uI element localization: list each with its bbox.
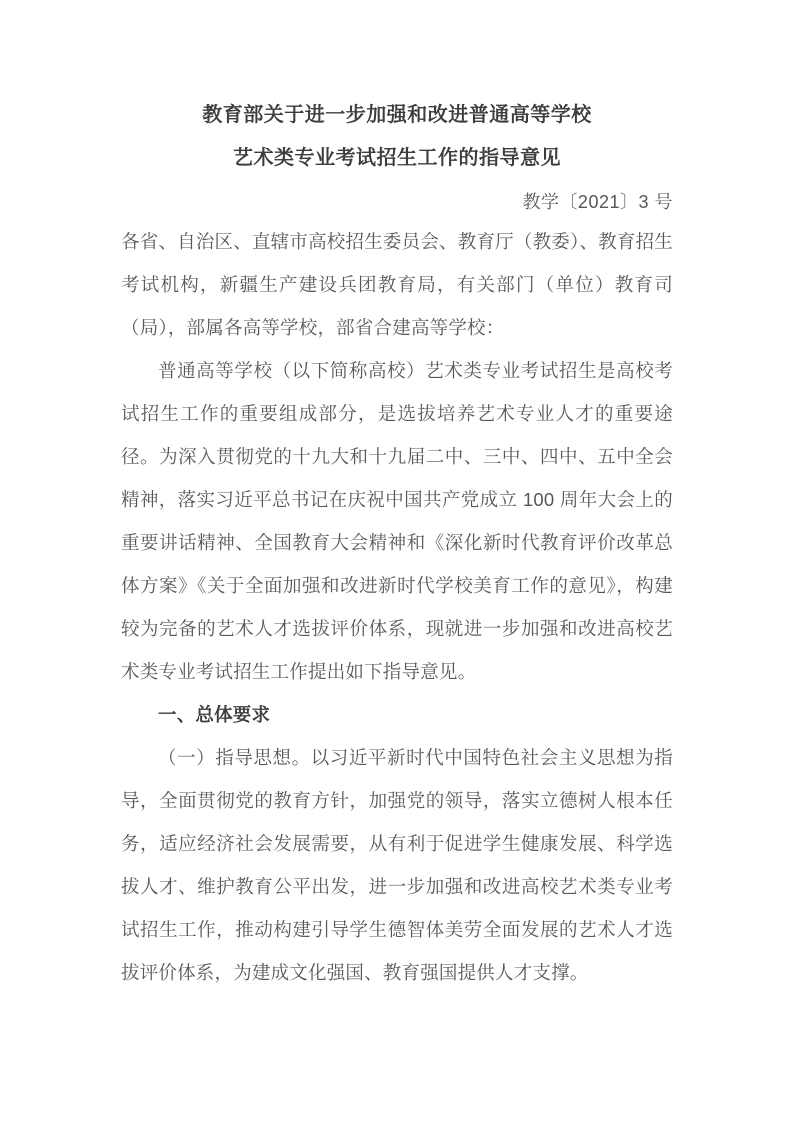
document-title-line-2: 艺术类专业考试招生工作的指导意见 xyxy=(233,147,561,169)
section-1-heading: 一、总体要求 xyxy=(158,704,271,725)
document-title xyxy=(121,94,673,180)
document-number: 教学〔2021〕3 号 xyxy=(522,192,673,212)
intro-paragraph: 普通高等学校（以下简称高校）艺术类专业考试招生是高校考试招生工作的重要组成部分，是选拔培养艺术专业人才的重要途径。为深入贯彻党的十九大和十九届二中、三中、四中、五中全会精神，落实习近平总书记在庆祝中国共产党成立 100 周年大会上的重要讲话精神、全国教育大会精神和《深化新时代教育评价改革总体方案》《关于全面加强和改进新时代学校美育工作的意见》，构建较为完备的艺术人才选拔评价体系，现就进一步加强和改进高校艺术类专业考试招生工作提出如下指导意见。 xyxy=(121,360,673,682)
section-1-paragraph-1: （一）指导思想。以习近平新时代中国特色社会主义思想为指导，全面贯彻党的教育方针，加强党的领导，落实立德树人根本任务，适应经济社会发展需要，从有利于促进学生健康发展、科学选拔人才、维护教育公平出发，进一步加强和改进高校艺术类专业考试招生工作，推动构建引导学生德智体美劳全面发展的艺术人才选拔评价体系，为建成文化强国、教育强国提供人才支撑。 xyxy=(121,747,673,983)
document-title-line-1: 教育部关于进一步加强和改进普通高等学校 xyxy=(202,104,592,126)
addressee-paragraph: 各省、自治区、直辖市高校招生委员会、教育厅（教委）、教育招生考试机构，新疆生产建设兵团教育局，有关部门（单位）教育司（局），部属各高等学校，部省合建高等学校： xyxy=(121,231,673,338)
